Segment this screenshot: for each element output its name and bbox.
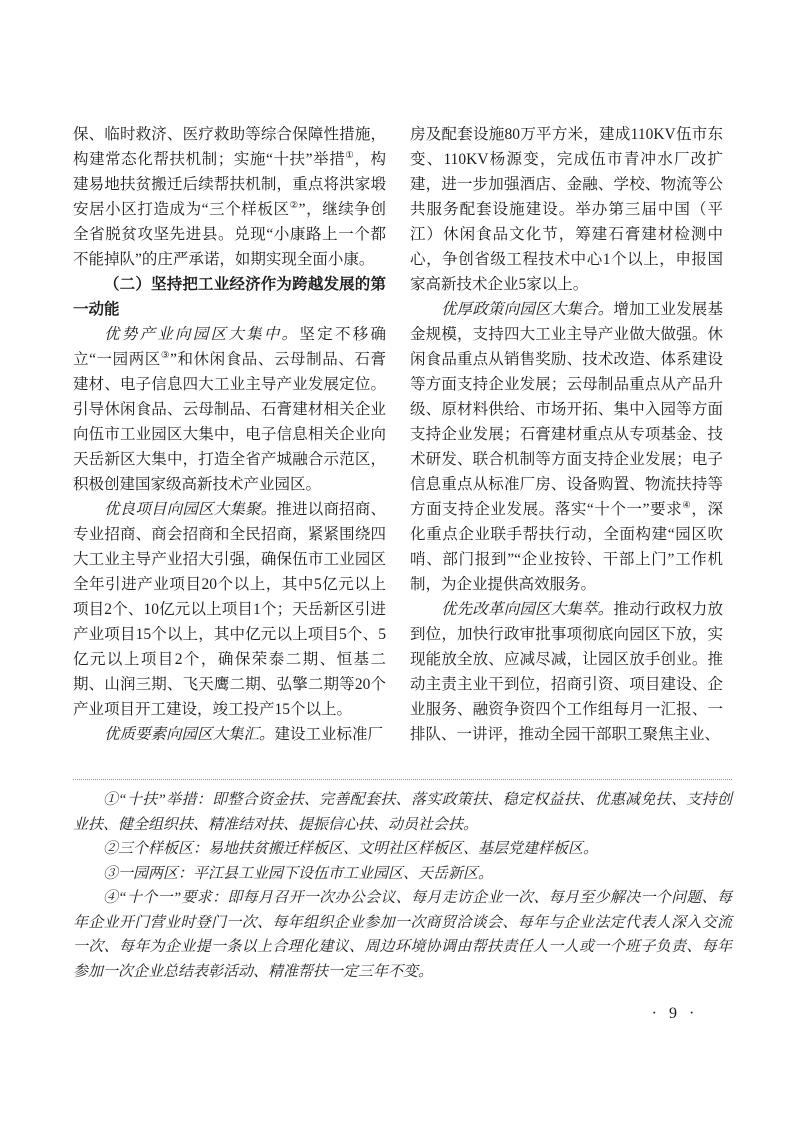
footnote <box>73 862 732 887</box>
footnote <box>73 788 732 837</box>
text-run: 增加工业发展基金规模，支持四大工业主导产业做大做强。休闲食品重点从销售奖励、技术改造、体系建设等方面支持企业发展；云母制品重点从产品升级、原材料供给、市场开拓、集中入园等方面支持企业发展；石膏建材重点从专项基金、技术研发、联合机制等方面支持企业发展；电子信息重点从标准厂房、设备购置、物流扶持等方面支持企业发展。落实“十个一”要求 <box>410 301 723 518</box>
text-run: 建设工业标准厂 <box>274 726 384 743</box>
text-column-left <box>73 122 386 747</box>
paragraph <box>410 297 723 597</box>
paragraph-lead-phrase: 优势产业向园区大集中。 <box>104 326 300 343</box>
text-run: ①“十扶”举措：即整合资金扶、完善配套扶、落实政策扶、稳定权益扶、优惠减免扶、支持创业扶、健全组织扶、精准结对扶、提振信心扶、动员社会扶。 <box>73 792 732 833</box>
text-run: ，构建易地扶贫搬迁后续帮扶机制，重点将洪家塅安居小区打造成为“三个样板区 <box>73 151 386 218</box>
paragraph <box>410 122 723 297</box>
text-run: 坚定不移确立“一园两区 <box>73 326 386 368</box>
text-run: ，深化重点企业联手帮扶行动，全面构建“园区吹哨、部门报到”“企业按铃、干部上门”工作机制，为企业提供高效服务。 <box>410 501 723 593</box>
paragraph-lead-phrase: 优厚政策向园区大集合。 <box>441 301 614 318</box>
text-run: ③一园两区：平江县工业园下设伍市工业园区、天岳新区。 <box>103 865 494 882</box>
text-run: （二）坚持把工业经济作为跨越发展的第一动能 <box>73 276 386 318</box>
text-run: ”和休闲食品、云母制品、石膏建材、电子信息四大工业主导产业发展定位。引导休闲食品、云母制品、石膏建材相关企业向伍市工业园区大集中，电子信息相关企业向天岳新区大集中，打造全省产城融合示范区，积极创建国家级高新技术产业园区。 <box>73 351 386 493</box>
text-run: 推动行政权力放到位，加快行政审批事项彻底向园区下放，实现能放全放、应减尽减，让园区放手创业。推动主责主业干到位，招商引资、项目建设、企业服务、融资争资四个工作组每月一汇报、一排队、一讲评，推动全园干部职工聚焦主业、 <box>410 601 723 743</box>
text-run: 保、临时救济、医疗救助等综合保障性措施，构建常态化帮扶机制；实施“十扶”举措 <box>73 126 386 168</box>
footnote-separator <box>73 779 732 780</box>
text-run: ④“十个一”要求：即每月召开一次办公会议、每月走访企业一次、每月至少解决一个问题、每年企业开门营业时登门一次、每年组织企业参加一次商贸洽谈会、每年与企业法定代表人深入交流一次、每年为企业提一条以上合理化建议、周边环境协调由帮扶责任人一人或一个班子负责、每年参加一次企业总结表彰活动、精准帮扶一定三年不变。 <box>73 890 732 980</box>
paragraph-lead-phrase: 优先改革向园区大集萃。 <box>441 601 614 618</box>
text-column-right <box>410 122 723 747</box>
paragraph-lead-phrase: 优良项目向园区大集聚。 <box>104 501 277 518</box>
text-run: ”，继续争创全省脱贫攻坚先进县。兑现“小康路上一个都不能掉队”的庄严承诺，如期实现全面小康。 <box>73 201 386 268</box>
footnotes <box>73 788 732 984</box>
footnote-ref-superscript: ④ <box>682 501 692 511</box>
text-run: 推进以商招商、专业招商、商会招商和全民招商，紧紧围绕四大工业主导产业招大引强，确保伍市工业园区全年引进产业项目20个以上，其中5亿元以上项目2个、10亿元以上项目1个；天岳新区引进产业项目15个以上，其中亿元以上项目5个、5亿元以上项目2个，确保荣泰二期、恒基二期、山润三期、飞天鹰二期、弘擎二期等20个产业项目开工建设，竣工投产15个以上。 <box>73 501 386 718</box>
paragraph <box>73 322 386 497</box>
paragraph <box>410 597 723 747</box>
footnote <box>73 837 732 862</box>
footnote-ref-superscript: ① <box>345 151 355 161</box>
footnote-ref-superscript: ③ <box>160 351 170 361</box>
paragraph <box>73 122 386 272</box>
paragraph-lead-phrase: 优质要素向园区大集汇。 <box>104 726 275 743</box>
footnote-ref-superscript: ② <box>289 201 299 211</box>
paragraph <box>73 722 386 747</box>
section-heading <box>73 272 386 322</box>
paragraph <box>73 497 386 722</box>
text-run: ②三个样板区：易地扶贫搬迁样板区、文明社区样板区、基层党建样板区。 <box>103 841 599 857</box>
page-number: · 9 · <box>651 1005 699 1022</box>
text-run: 房及配套设施80万平方米，建成110KV伍市东变、110KV杨源变，完成伍市青冲水厂改扩建，进一步加强酒店、金融、学校、物流等公共服务配套设施建设。举办第三届中国（平江）休闲食品文化节，筹建石膏建材检测中心，争创省级工程技术中心1个以上，申报国家高新技术企业5家以上。 <box>410 126 723 293</box>
footnote <box>73 886 732 984</box>
